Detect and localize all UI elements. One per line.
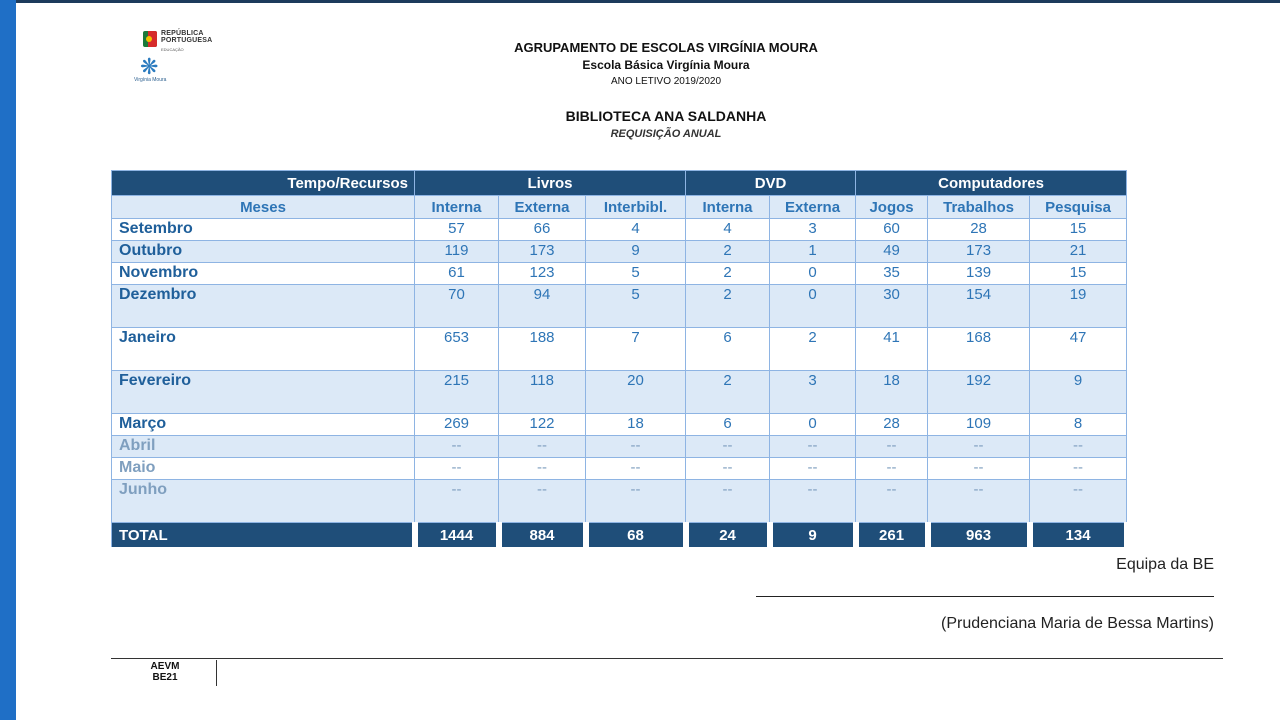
value-cell: --: [686, 436, 770, 458]
total-cell: 1444: [415, 523, 499, 548]
value-cell: 7: [586, 328, 686, 371]
value-cell: --: [856, 436, 928, 458]
value-cell: 4: [686, 219, 770, 241]
month-cell: Junho: [112, 480, 415, 523]
value-cell: 9: [1030, 371, 1127, 414]
value-cell: 8: [1030, 414, 1127, 436]
school-emblem-icon: ❋: [140, 54, 159, 79]
table-row: [112, 241, 1127, 263]
column-header: Externa: [499, 196, 586, 219]
value-cell: --: [415, 436, 499, 458]
value-cell: 2: [686, 263, 770, 285]
footer-vertical-divider: [216, 660, 217, 686]
value-cell: 1: [770, 241, 856, 263]
value-cell: 118: [499, 371, 586, 414]
value-cell: --: [586, 480, 686, 523]
total-cell: 9: [770, 523, 856, 548]
footer-divider: [111, 658, 1223, 659]
total-cell: 884: [499, 523, 586, 548]
table-row: [112, 458, 1127, 480]
month-cell: Fevereiro: [112, 371, 415, 414]
value-cell: 0: [770, 285, 856, 328]
value-cell: 173: [928, 241, 1030, 263]
group-header: Livros: [415, 171, 686, 196]
value-cell: 2: [686, 285, 770, 328]
value-cell: --: [928, 480, 1030, 523]
table-row: [112, 414, 1127, 436]
value-cell: 3: [770, 219, 856, 241]
month-cell: Abril: [112, 436, 415, 458]
value-cell: 188: [499, 328, 586, 371]
value-cell: --: [686, 458, 770, 480]
library-title: BIBLIOTECA ANA SALDANHA: [565, 108, 767, 124]
school-name: Escola Básica Virgínia Moura: [582, 58, 750, 72]
month-cell: Outubro: [112, 241, 415, 263]
value-cell: 119: [415, 241, 499, 263]
value-cell: --: [415, 480, 499, 523]
value-cell: 122: [499, 414, 586, 436]
total-row: [112, 523, 1127, 548]
value-cell: 173: [499, 241, 586, 263]
month-cell: Dezembro: [112, 285, 415, 328]
column-header: Meses: [112, 196, 415, 219]
value-cell: 41: [856, 328, 928, 371]
top-border: [0, 0, 1280, 3]
value-cell: 139: [928, 263, 1030, 285]
table-row: [112, 371, 1127, 414]
total-cell: 24: [686, 523, 770, 548]
value-cell: --: [770, 458, 856, 480]
value-cell: 123: [499, 263, 586, 285]
month-cell: Novembro: [112, 263, 415, 285]
value-cell: 15: [1030, 219, 1127, 241]
value-cell: --: [586, 436, 686, 458]
value-cell: --: [928, 458, 1030, 480]
value-cell: --: [499, 480, 586, 523]
school-group-title: AGRUPAMENTO DE ESCOLAS VIRGÍNIA MOURA: [514, 40, 818, 55]
value-cell: 28: [856, 414, 928, 436]
value-cell: 28: [928, 219, 1030, 241]
total-cell: 134: [1030, 523, 1127, 548]
column-header: Externa: [770, 196, 856, 219]
logo-republica-text: REPÚBLICA PORTUGUESA: [161, 30, 213, 44]
value-cell: --: [586, 458, 686, 480]
signer-name: (Prudenciana Maria de Bessa Martins): [940, 615, 1214, 632]
value-cell: 9: [586, 241, 686, 263]
value-cell: --: [856, 458, 928, 480]
logo-educacao-text: EDUCAÇÃO: [161, 47, 184, 52]
month-cell: Maio: [112, 458, 415, 480]
value-cell: --: [499, 436, 586, 458]
month-cell: Setembro: [112, 219, 415, 241]
value-cell: 5: [586, 263, 686, 285]
value-cell: 49: [856, 241, 928, 263]
value-cell: --: [686, 480, 770, 523]
value-cell: 47: [1030, 328, 1127, 371]
value-cell: 60: [856, 219, 928, 241]
school-year: ANO LETIVO 2019/2020: [610, 76, 722, 87]
value-cell: 109: [928, 414, 1030, 436]
value-cell: 19: [1030, 285, 1127, 328]
school-logo-label: Virgínia Moura: [134, 77, 167, 83]
value-cell: 5: [586, 285, 686, 328]
value-cell: 0: [770, 263, 856, 285]
value-cell: --: [770, 480, 856, 523]
value-cell: 653: [415, 328, 499, 371]
footer-line-1: AEVM: [150, 661, 180, 672]
document-subtitle: REQUISIÇÃO ANUAL: [610, 128, 722, 140]
total-cell: 261: [856, 523, 928, 548]
column-header: Interbibl.: [586, 196, 686, 219]
value-cell: --: [415, 458, 499, 480]
value-cell: 6: [686, 328, 770, 371]
value-cell: --: [770, 436, 856, 458]
value-cell: 57: [415, 219, 499, 241]
value-cell: --: [499, 458, 586, 480]
value-cell: 154: [928, 285, 1030, 328]
value-cell: --: [1030, 436, 1127, 458]
value-cell: 20: [586, 371, 686, 414]
column-header: Jogos: [856, 196, 928, 219]
table-row: [112, 328, 1127, 371]
value-cell: --: [928, 436, 1030, 458]
value-cell: 215: [415, 371, 499, 414]
footer-code: [135, 661, 195, 683]
value-cell: 2: [686, 371, 770, 414]
total-cell: 68: [586, 523, 686, 548]
value-cell: 94: [499, 285, 586, 328]
table-row: [112, 263, 1127, 285]
column-header: Interna: [686, 196, 770, 219]
value-cell: 168: [928, 328, 1030, 371]
column-header: Pesquisa: [1030, 196, 1127, 219]
value-cell: 0: [770, 414, 856, 436]
value-cell: 6: [686, 414, 770, 436]
value-cell: 15: [1030, 263, 1127, 285]
value-cell: 30: [856, 285, 928, 328]
group-header: DVD: [686, 171, 856, 196]
requisition-table: [111, 170, 1130, 547]
column-header: Interna: [415, 196, 499, 219]
table-row: [112, 285, 1127, 328]
value-cell: 70: [415, 285, 499, 328]
total-cell: 963: [928, 523, 1030, 548]
table-row: [112, 480, 1127, 523]
value-cell: 3: [770, 371, 856, 414]
value-cell: --: [1030, 458, 1127, 480]
value-cell: 2: [686, 241, 770, 263]
value-cell: 4: [586, 219, 686, 241]
month-cell: Março: [112, 414, 415, 436]
table-row: [112, 436, 1127, 458]
value-cell: 18: [586, 414, 686, 436]
group-header: Computadores: [856, 171, 1127, 196]
value-cell: 192: [928, 371, 1030, 414]
group-header: Tempo/Recursos: [112, 171, 415, 196]
month-cell: Janeiro: [112, 328, 415, 371]
value-cell: 269: [415, 414, 499, 436]
value-cell: 21: [1030, 241, 1127, 263]
table-row: [112, 219, 1127, 241]
value-cell: 18: [856, 371, 928, 414]
value-cell: --: [1030, 480, 1127, 523]
column-header: Trabalhos: [928, 196, 1030, 219]
value-cell: 61: [415, 263, 499, 285]
value-cell: --: [856, 480, 928, 523]
value-cell: 66: [499, 219, 586, 241]
team-label: Equipa da BE: [1116, 556, 1214, 573]
signature-line: [756, 596, 1214, 597]
value-cell: 35: [856, 263, 928, 285]
total-label: TOTAL: [112, 523, 415, 548]
footer-line-2: BE21: [152, 672, 178, 683]
value-cell: 2: [770, 328, 856, 371]
